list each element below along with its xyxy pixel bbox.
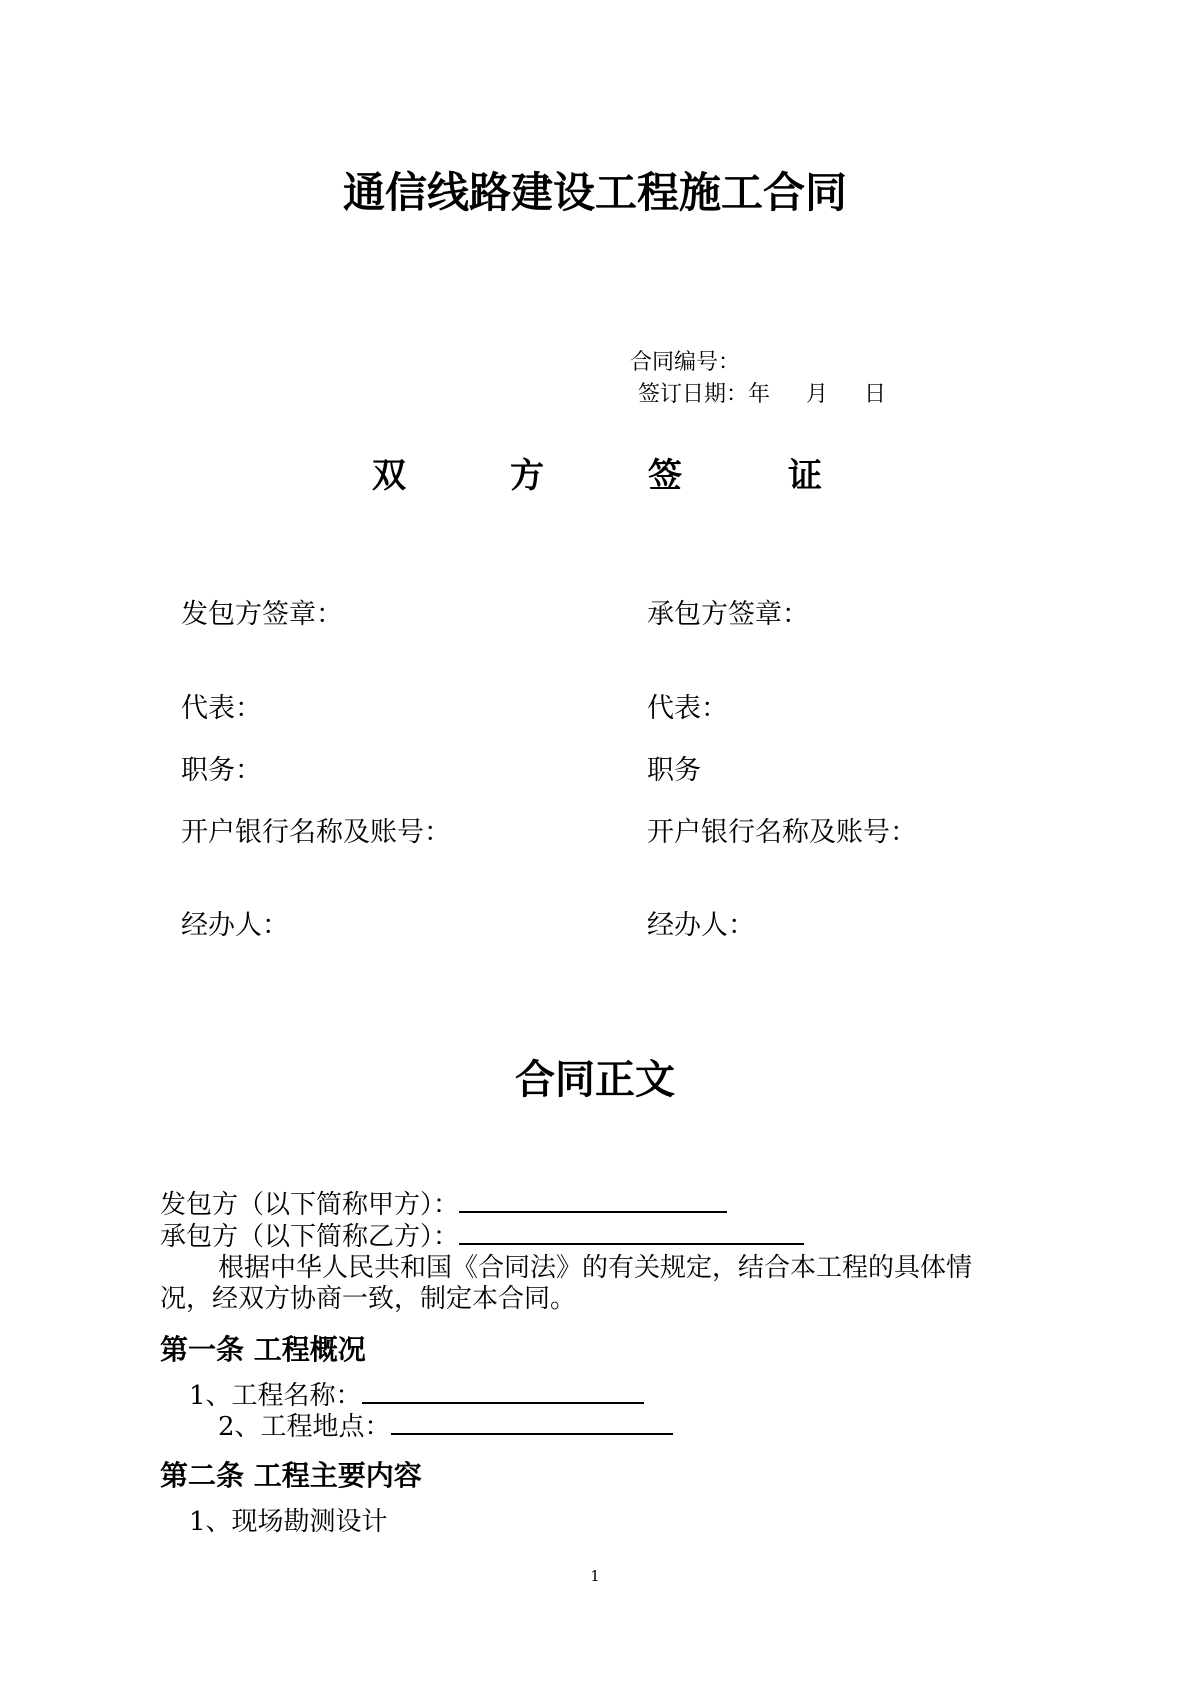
project-location-blank <box>391 1432 673 1435</box>
project-location-label: 2、工程地点： <box>218 1412 391 1442</box>
signature-heading-char: 证 <box>788 456 822 496</box>
party-b-blank <box>459 1242 804 1245</box>
intro-line-1: 根据中华人民共和国《合同法》的有关规定，结合本工程的具体情 <box>218 1253 973 1283</box>
party-b-position-label: 职务 <box>647 755 701 786</box>
party-a-line-label: 发包方（以下简称甲方）： <box>160 1190 460 1220</box>
signature-heading <box>0 448 1190 498</box>
sign-date-month: 月 <box>806 382 829 407</box>
party-b-rep-label: 代表： <box>647 693 728 724</box>
article-1-title: 第一条 工程概况 <box>160 1333 366 1366</box>
project-name-label: 1、工程名称： <box>189 1381 362 1411</box>
contract-title: 通信线路建设工程施工合同 <box>342 168 847 217</box>
sign-date-label: 签订日期： <box>638 382 749 407</box>
party-b-handler-label: 经办人： <box>647 910 755 941</box>
sign-date-row <box>638 377 886 408</box>
article-1-item-2 <box>218 1406 673 1443</box>
party-a-position-label: 职务： <box>181 755 262 786</box>
page-number: 1 <box>590 1567 600 1585</box>
party-a-seal-label: 发包方签章： <box>181 599 343 630</box>
article-2-title: 第二条 工程主要内容 <box>160 1459 422 1492</box>
party-b-seal-label: 承包方签章： <box>647 599 809 630</box>
party-a-blank <box>459 1210 727 1213</box>
sign-date-day: 日 <box>864 382 887 407</box>
party-a-handler-label: 经办人： <box>181 910 289 941</box>
sign-date-year: 年 <box>748 382 771 407</box>
signature-heading-char: 双 <box>372 456 406 496</box>
article-2-item-1: 1、现场勘测设计 <box>189 1507 388 1537</box>
party-a-rep-label: 代表： <box>181 693 262 724</box>
intro-line-2: 况，经双方协商一致，制定本合同。 <box>160 1284 577 1314</box>
signature-heading-char: 方 <box>510 456 544 496</box>
body-heading: 合同正文 <box>515 1057 675 1103</box>
signature-heading-char: 签 <box>648 456 682 496</box>
party-b-line-label: 承包方（以下简称乙方）： <box>160 1222 460 1252</box>
project-name-blank <box>362 1401 644 1404</box>
contract-number-label: 合同编号： <box>630 350 741 375</box>
party-b-bank-label: 开户银行名称及账号： <box>647 817 917 848</box>
party-a-bank-label: 开户银行名称及账号： <box>181 817 451 848</box>
